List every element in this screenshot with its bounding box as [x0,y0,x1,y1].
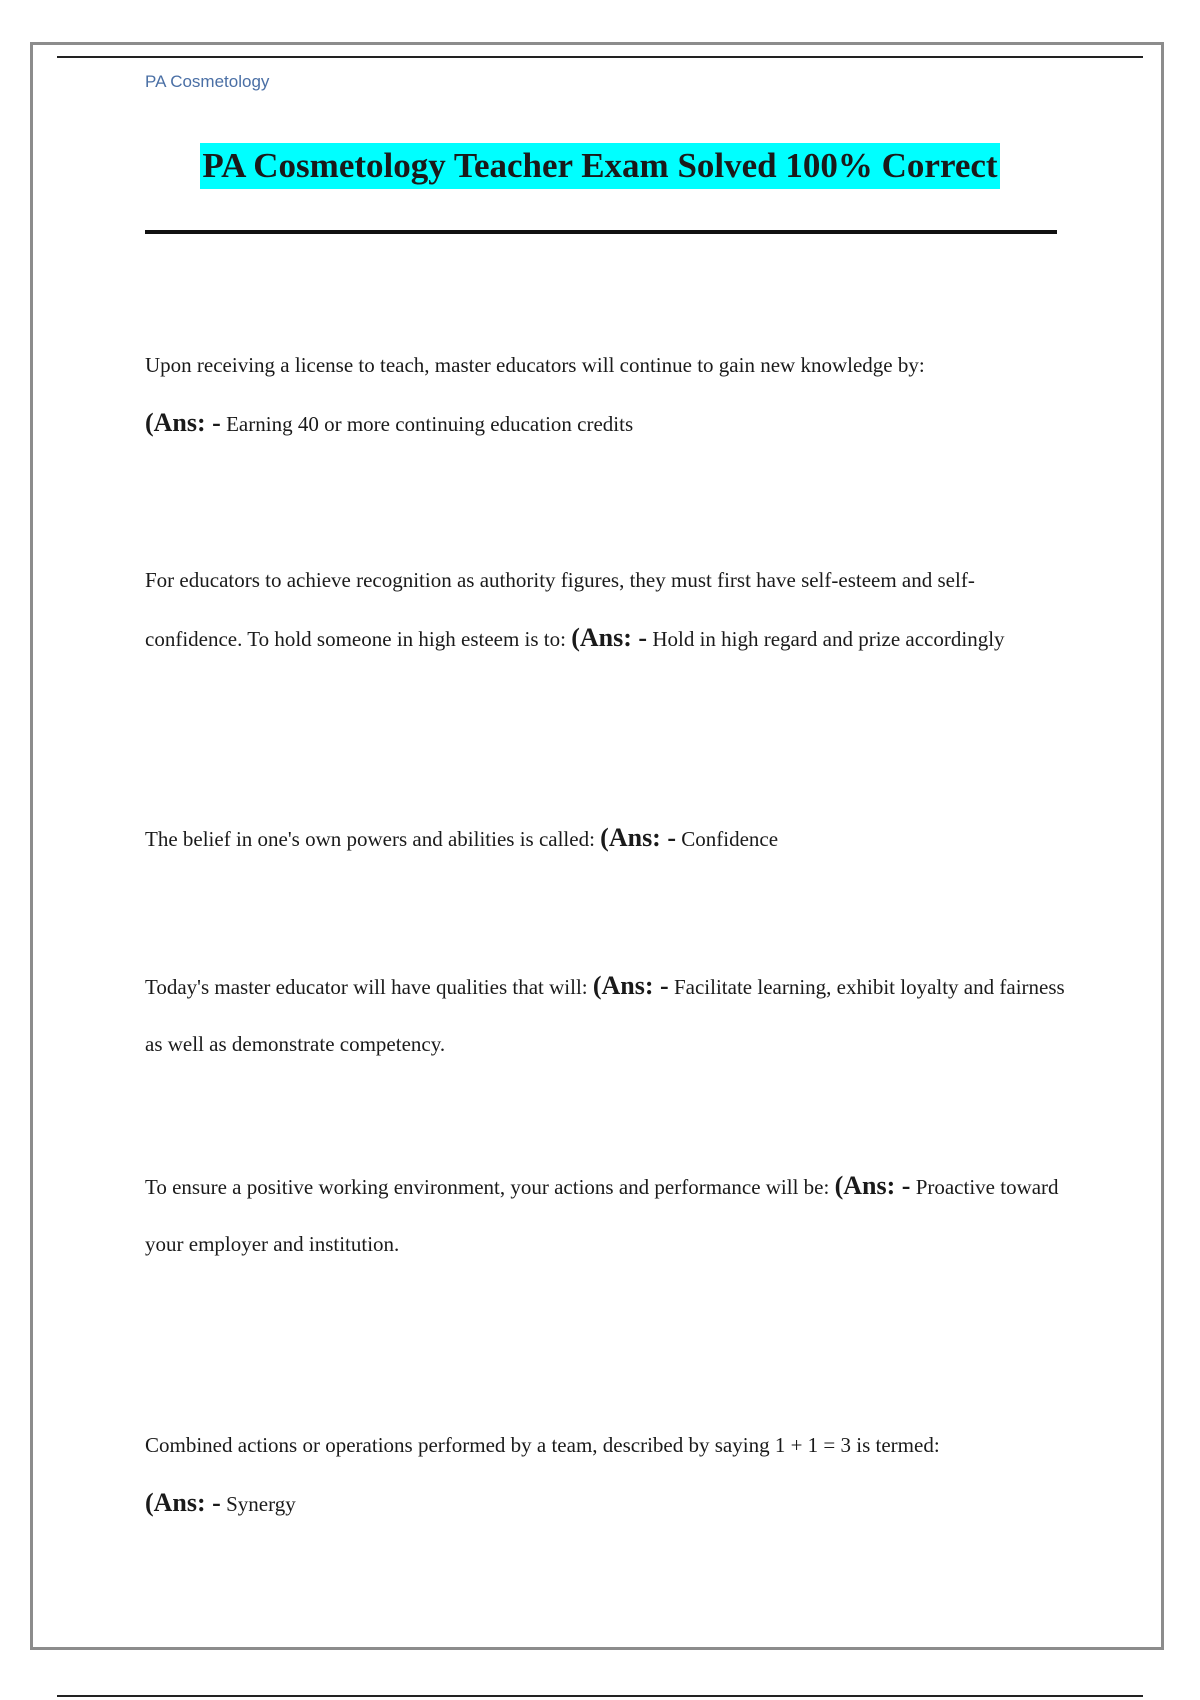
question-text: To ensure a positive working environment, your actions and performance will be: [145,1175,830,1199]
answer-label: (Ans: - [571,623,648,652]
question-answer-paragraph [145,552,1065,668]
answer-label: (Ans: - [145,1488,221,1517]
title-double-rule [145,230,1057,234]
qa-item [145,809,1065,868]
answer-text: Confidence [681,827,779,851]
answer-label: (Ans: - [834,1171,911,1200]
page-bottom-rule [57,1695,1143,1697]
document-title: PA Cosmetology Teacher Exam Solved 100% Correct [200,143,999,189]
question-text: For educators to achieve recognition as authority figures, they must first have self-esteem and self-confidence. To hold someone in high esteem is to: [145,568,975,651]
question-text: The belief in one's own powers and abilities is called: [145,827,595,851]
qa-item [145,1157,1065,1273]
qa-item [145,957,1065,1073]
qa-item [145,552,1065,668]
answer-line [145,394,1065,453]
question-answer-paragraph [145,1157,1065,1273]
document-title-container [0,143,1200,189]
answer-label: (Ans: - [600,823,677,852]
qa-item [145,1417,1065,1533]
question-text: Combined actions or operations performed by a team, described by saying 1 + 1 = 3 is termed: [145,1433,940,1457]
qa-item [145,337,1065,453]
answer-line [145,1474,1065,1533]
question-answer-paragraph [145,809,1065,868]
question-answer-paragraph [145,957,1065,1073]
answer-text: Synergy [226,1492,296,1516]
answer-label: (Ans: - [145,408,221,437]
question-text: Today's master educator will have qualities that will: [145,975,588,999]
answer-text: Facilitate learning, exhibit loyalty and fairness as well as demonstrate competency. [145,975,1065,1056]
answer-label: (Ans: - [592,971,669,1000]
answer-text: Proactive toward your employer and institution. [145,1175,1059,1256]
answer-text: Hold in high regard and prize accordingly [652,627,1005,651]
running-header: PA Cosmetology [145,72,270,91]
question-text: Upon receiving a license to teach, master educators will continue to gain new knowledge by: [145,353,925,377]
answer-text: Earning 40 or more continuing education credits [226,412,634,436]
